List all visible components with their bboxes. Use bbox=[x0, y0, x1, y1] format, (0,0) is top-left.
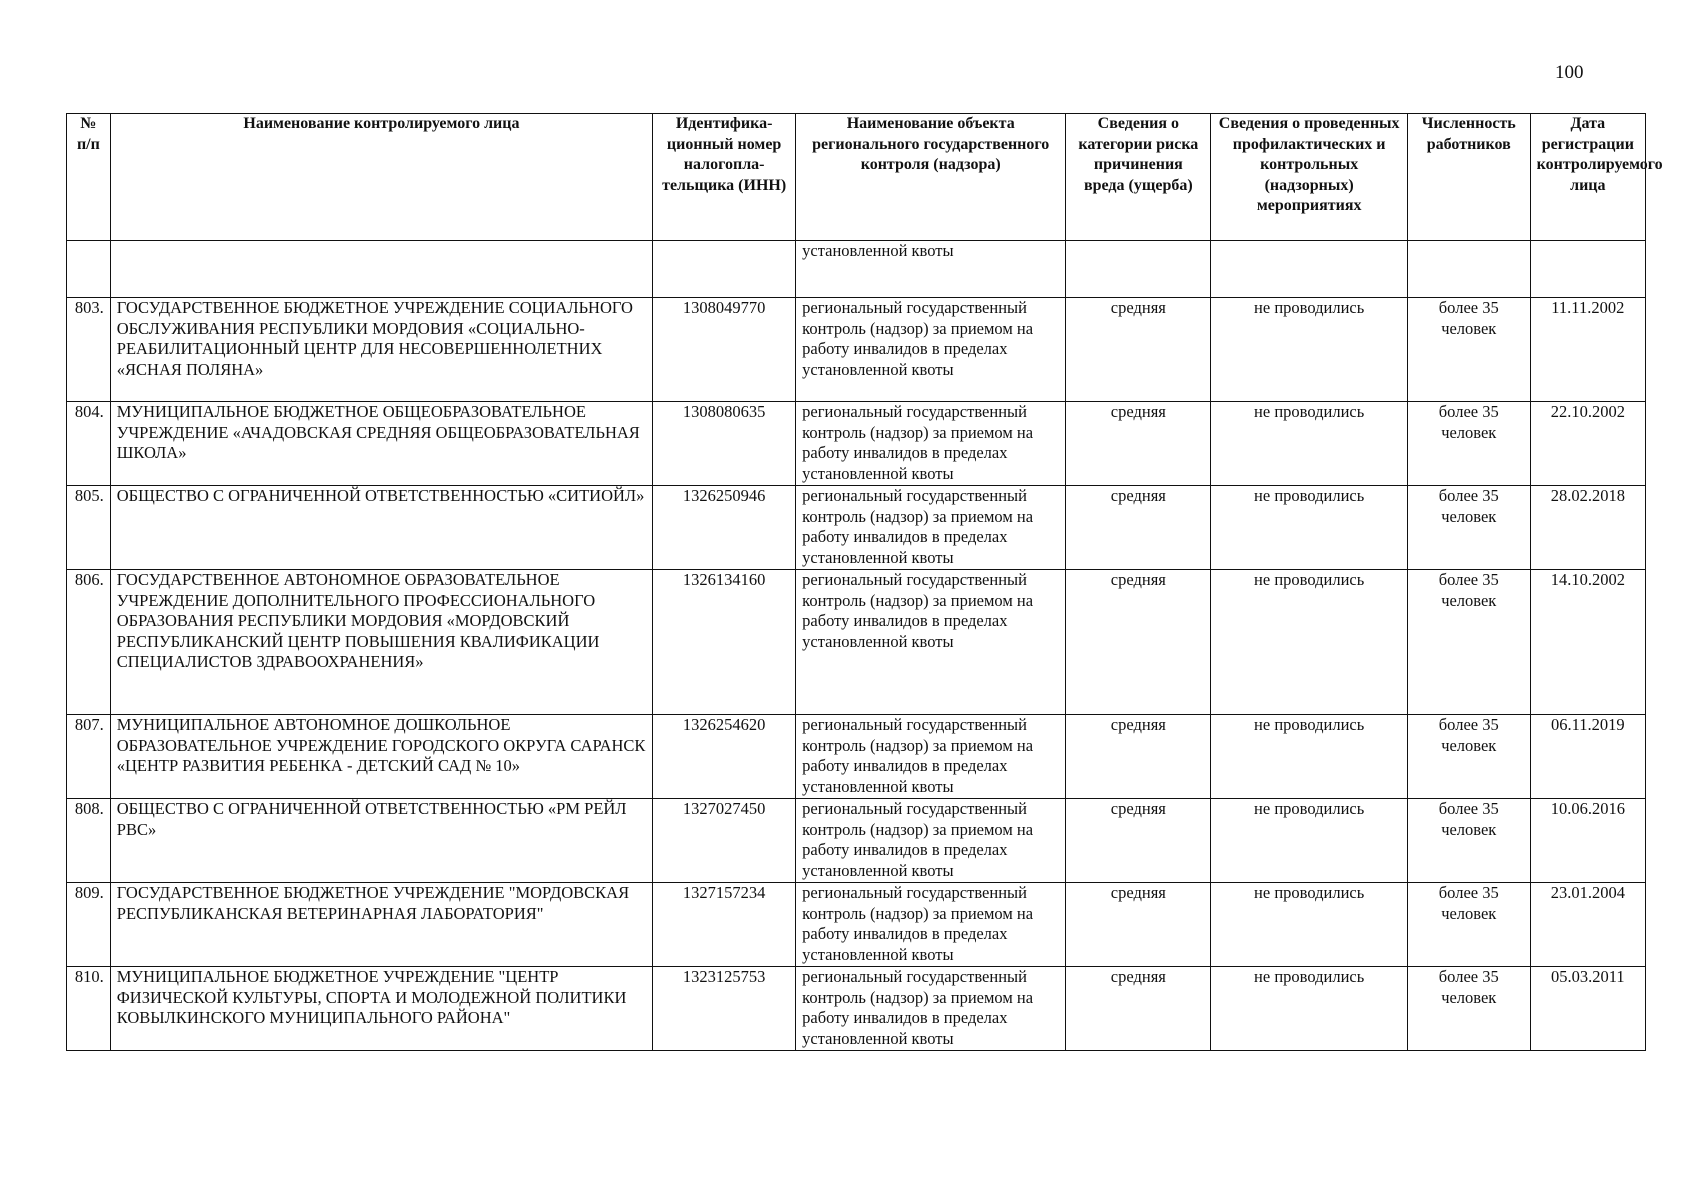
cell-risk: средняя bbox=[1066, 715, 1211, 799]
cell-staff: более 35 человек bbox=[1407, 967, 1530, 1051]
cell-risk: средняя bbox=[1066, 402, 1211, 486]
table-row bbox=[67, 883, 1646, 967]
header-date: Дата регистрации контролируемого лица bbox=[1530, 114, 1645, 241]
cell-object: установленной квоты bbox=[796, 241, 1066, 298]
cell-number: 809. bbox=[67, 883, 111, 967]
cell-staff: более 35 человек bbox=[1407, 799, 1530, 883]
table-row bbox=[67, 715, 1646, 799]
cell-inn: 1327027450 bbox=[653, 799, 796, 883]
header-staff: Численность работников bbox=[1407, 114, 1530, 241]
cell-object: региональный государственный контроль (надзор) за приемом на работу инвалидов в пределах установленной квоты bbox=[796, 298, 1066, 402]
cell-number: 803. bbox=[67, 298, 111, 402]
cell-events: не проводились bbox=[1211, 883, 1407, 967]
continuation-row bbox=[67, 241, 1646, 298]
cell-risk bbox=[1066, 241, 1211, 298]
cell-object: региональный государственный контроль (надзор) за приемом на работу инвалидов в пределах установленной квоты bbox=[796, 883, 1066, 967]
cell-object: региональный государственный контроль (надзор) за приемом на работу инвалидов в пределах установленной квоты bbox=[796, 486, 1066, 570]
cell-events: не проводились bbox=[1211, 298, 1407, 402]
cell-staff: более 35 человек bbox=[1407, 715, 1530, 799]
cell-risk: средняя bbox=[1066, 298, 1211, 402]
cell-date: 22.10.2002 bbox=[1530, 402, 1645, 486]
cell-object: региональный государственный контроль (надзор) за приемом на работу инвалидов в пределах установленной квоты bbox=[796, 570, 1066, 715]
cell-name: МУНИЦИПАЛЬНОЕ БЮДЖЕТНОЕ ОБЩЕОБРАЗОВАТЕЛЬНОЕ УЧРЕЖДЕНИЕ «АЧАДОВСКАЯ СРЕДНЯЯ ОБЩЕОБРАЗОВАТЕЛЬНАЯ ШКОЛА» bbox=[110, 402, 652, 486]
cell-risk: средняя bbox=[1066, 967, 1211, 1051]
cell-name: ГОСУДАРСТВЕННОЕ БЮДЖЕТНОЕ УЧРЕЖДЕНИЕ СОЦИАЛЬНОГО ОБСЛУЖИВАНИЯ РЕСПУБЛИКИ МОРДОВИЯ «СОЦИАЛЬНО-РЕАБИЛИТАЦИОННЫЙ ЦЕНТР ДЛЯ НЕСОВЕРШЕННОЛЕТНИХ «ЯСНАЯ ПОЛЯНА» bbox=[110, 298, 652, 402]
cell-number: 808. bbox=[67, 799, 111, 883]
cell-events: не проводились bbox=[1211, 799, 1407, 883]
cell-staff: более 35 человек bbox=[1407, 298, 1530, 402]
cell-risk: средняя bbox=[1066, 570, 1211, 715]
cell-risk: средняя bbox=[1066, 883, 1211, 967]
cell-number: 810. bbox=[67, 967, 111, 1051]
cell-events: не проводились bbox=[1211, 715, 1407, 799]
cell-name: ОБЩЕСТВО С ОГРАНИЧЕННОЙ ОТВЕТСТВЕННОСТЬЮ «СИТИОЙЛ» bbox=[110, 486, 652, 570]
cell-name: МУНИЦИПАЛЬНОЕ АВТОНОМНОЕ ДОШКОЛЬНОЕ ОБРАЗОВАТЕЛЬНОЕ УЧРЕЖДЕНИЕ ГОРОДСКОГО ОКРУГА САРАНСК «ЦЕНТР РАЗВИТИЯ РЕБЕНКА - ДЕТСКИЙ САД № 10» bbox=[110, 715, 652, 799]
cell-inn: 1308049770 bbox=[653, 298, 796, 402]
cell-inn: 1323125753 bbox=[653, 967, 796, 1051]
cell-number: 805. bbox=[67, 486, 111, 570]
cell-inn: 1326134160 bbox=[653, 570, 796, 715]
registry-table bbox=[66, 113, 1663, 1051]
cell-events: не проводились bbox=[1211, 486, 1407, 570]
table-row bbox=[67, 967, 1646, 1051]
cell-number bbox=[67, 241, 111, 298]
cell-object: региональный государственный контроль (надзор) за приемом на работу инвалидов в пределах установленной квоты bbox=[796, 967, 1066, 1051]
cell-name: ГОСУДАРСТВЕННОЕ БЮДЖЕТНОЕ УЧРЕЖДЕНИЕ "МОРДОВСКАЯ РЕСПУБЛИКАНСКАЯ ВЕТЕРИНАРНАЯ ЛАБОРАТОРИЯ" bbox=[110, 883, 652, 967]
table-row bbox=[67, 298, 1646, 402]
cell-events bbox=[1211, 241, 1407, 298]
cell-date: 28.02.2018 bbox=[1530, 486, 1645, 570]
cell-name: ГОСУДАРСТВЕННОЕ АВТОНОМНОЕ ОБРАЗОВАТЕЛЬНОЕ УЧРЕЖДЕНИЕ ДОПОЛНИТЕЛЬНОГО ПРОФЕССИОНАЛЬНОГО ОБРАЗОВАНИЯ РЕСПУБЛИКИ МОРДОВИЯ «МОРДОВСКИЙ РЕСПУБЛИКАНСКИЙ ЦЕНТР ПОВЫШЕНИЯ КВАЛИФИКАЦИИ СПЕЦИАЛИСТОВ ЗДРАВООХРАНЕНИЯ» bbox=[110, 570, 652, 715]
cell-date: 11.11.2002 bbox=[1530, 298, 1645, 402]
cell-number: 807. bbox=[67, 715, 111, 799]
cell-inn: 1327157234 bbox=[653, 883, 796, 967]
cell-staff: более 35 человек bbox=[1407, 883, 1530, 967]
cell-events: не проводились bbox=[1211, 967, 1407, 1051]
header-risk: Сведения о категории риска причинения вреда (ущерба) bbox=[1066, 114, 1211, 241]
cell-name: МУНИЦИПАЛЬНОЕ БЮДЖЕТНОЕ УЧРЕЖДЕНИЕ "ЦЕНТР ФИЗИЧЕСКОЙ КУЛЬТУРЫ, СПОРТА И МОЛОДЕЖНОЙ ПОЛИТИКИ КОВЫЛКИНСКОГО МУНИЦИПАЛЬНОГО РАЙОНА" bbox=[110, 967, 652, 1051]
cell-risk: средняя bbox=[1066, 486, 1211, 570]
cell-date: 10.06.2016 bbox=[1530, 799, 1645, 883]
cell-staff: более 35 человек bbox=[1407, 570, 1530, 715]
header-events: Сведения о проведенных профилактических и контрольных (надзорных) мероприятиях bbox=[1211, 114, 1407, 241]
cell-inn bbox=[653, 241, 796, 298]
table-row bbox=[67, 799, 1646, 883]
table-row bbox=[67, 402, 1646, 486]
cell-staff: более 35 человек bbox=[1407, 402, 1530, 486]
header-object: Наименование объекта регионального государственного контроля (надзора) bbox=[796, 114, 1066, 241]
table-header-row bbox=[67, 114, 1646, 241]
cell-object: региональный государственный контроль (надзор) за приемом на работу инвалидов в пределах установленной квоты bbox=[796, 402, 1066, 486]
cell-staff bbox=[1407, 241, 1530, 298]
cell-date: 05.03.2011 bbox=[1530, 967, 1645, 1051]
cell-events: не проводились bbox=[1211, 570, 1407, 715]
table-row bbox=[67, 486, 1646, 570]
cell-number: 806. bbox=[67, 570, 111, 715]
header-number: № п/п bbox=[67, 114, 111, 241]
page-number: 100 bbox=[1555, 62, 1584, 83]
cell-risk: средняя bbox=[1066, 799, 1211, 883]
cell-name: ОБЩЕСТВО С ОГРАНИЧЕННОЙ ОТВЕТСТВЕННОСТЬЮ «РМ РЕЙЛ РВС» bbox=[110, 799, 652, 883]
cell-date: 23.01.2004 bbox=[1530, 883, 1645, 967]
cell-number: 804. bbox=[67, 402, 111, 486]
cell-date: 06.11.2019 bbox=[1530, 715, 1645, 799]
cell-inn: 1308080635 bbox=[653, 402, 796, 486]
cell-date bbox=[1530, 241, 1645, 298]
cell-inn: 1326250946 bbox=[653, 486, 796, 570]
cell-object: региональный государственный контроль (надзор) за приемом на работу инвалидов в пределах установленной квоты bbox=[796, 799, 1066, 883]
cell-object: региональный государственный контроль (надзор) за приемом на работу инвалидов в пределах установленной квоты bbox=[796, 715, 1066, 799]
header-inn: Идентифика-ционный номер налогопла-тельщика (ИНН) bbox=[653, 114, 796, 241]
cell-date: 14.10.2002 bbox=[1530, 570, 1645, 715]
table-row bbox=[67, 570, 1646, 715]
cell-events: не проводились bbox=[1211, 402, 1407, 486]
cell-staff: более 35 человек bbox=[1407, 486, 1530, 570]
cell-name bbox=[110, 241, 652, 298]
cell-inn: 1326254620 bbox=[653, 715, 796, 799]
header-name: Наименование контролируемого лица bbox=[110, 114, 652, 241]
